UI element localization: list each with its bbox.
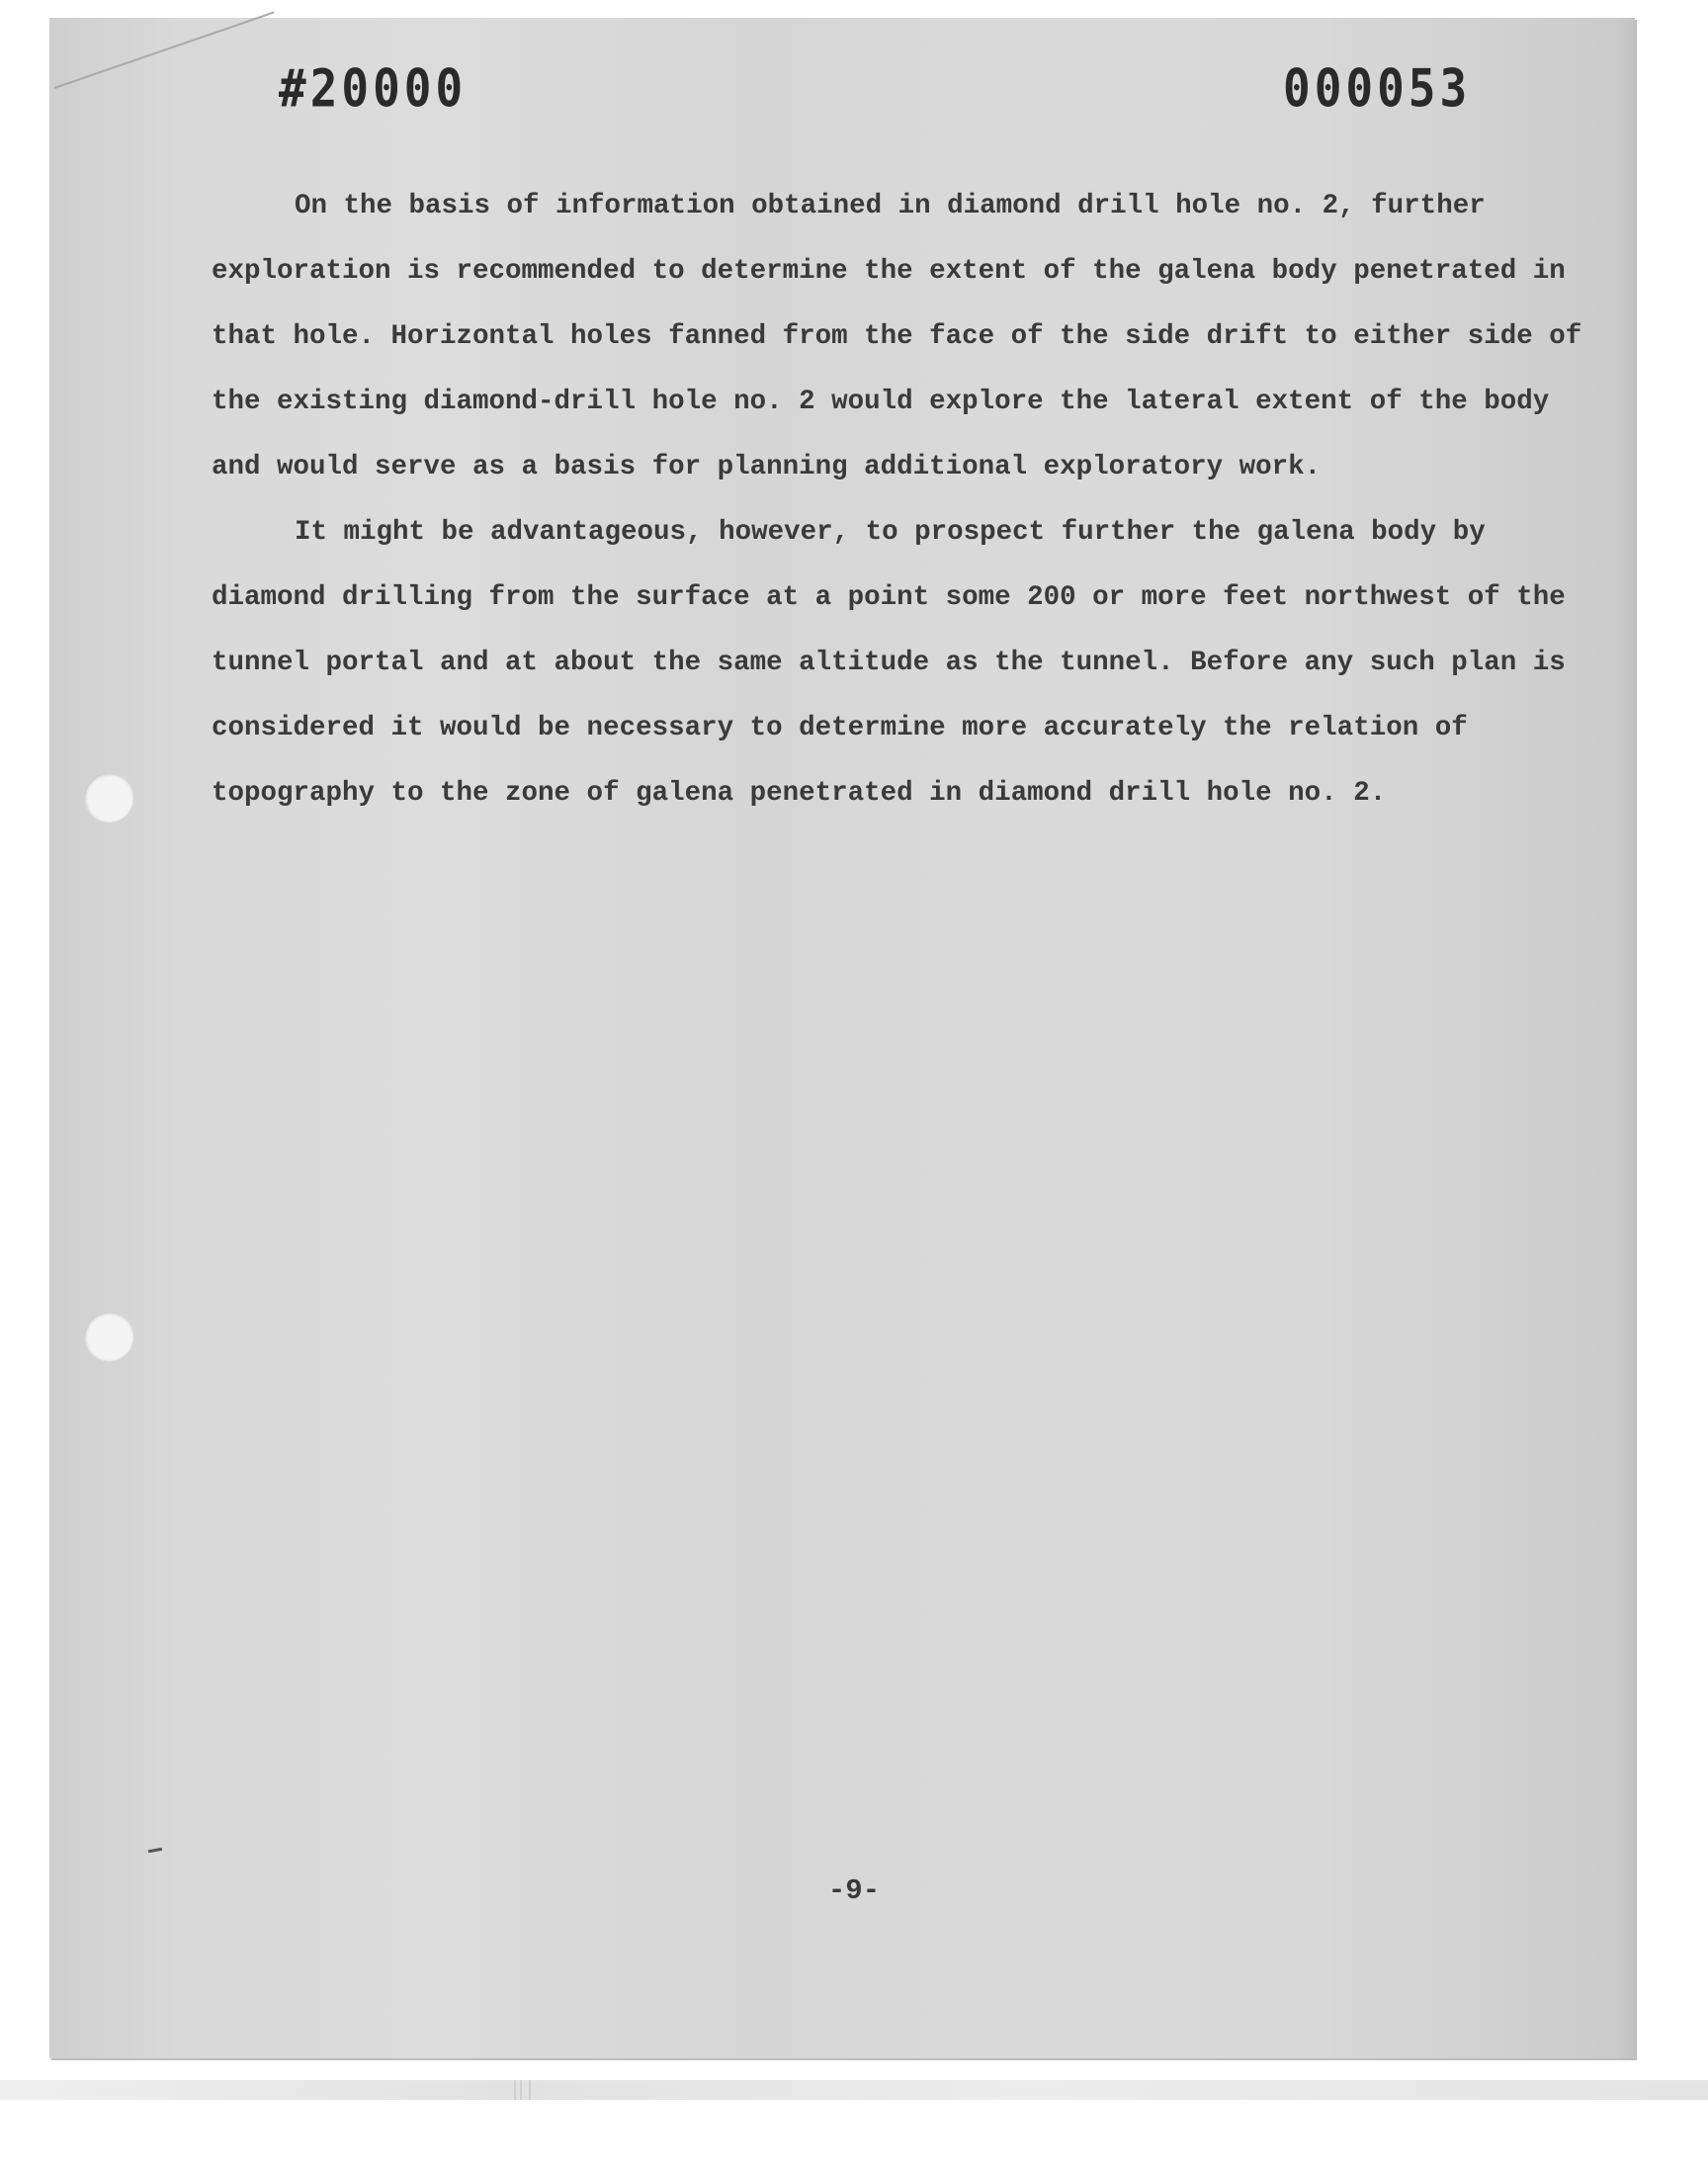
scan-artifact-line	[529, 2080, 531, 2100]
paragraph-2: It might be advantageous, however, to prospect further the galena body by diamond drilling from the surface at a point some 200 or more feet northwest of the tunnel portal and at about the same altitude as the tunnel. Before any such plan is considered it would be necessary to determine more accurately the relation of topography to the zone of galena penetrated in diamond drill hole no. 2.	[212, 517, 1566, 809]
scan-artifact-line	[520, 2080, 522, 2100]
page-number: -9-	[827, 1874, 881, 1907]
body-text	[212, 174, 1595, 826]
punch-hole-lower	[84, 1312, 133, 1361]
page-serial-stamp: 000053	[1283, 56, 1472, 120]
paragraph-1: On the basis of information obtained in diamond drill hole no. 2, further exploration is recommended to determine the extent of the galena body penetrated in that hole. Horizontal holes fanned from the face of the side drift to either side of the existing diamond-drill hole no. 2 would explore the lateral extent of the body and would serve as a basis for planning additional exploratory work.	[212, 191, 1582, 482]
document-id-stamp: #20000	[279, 56, 468, 120]
punch-hole-upper	[84, 773, 133, 823]
scan-artifact-line	[514, 2080, 516, 2100]
scanner-bottom-band	[0, 2080, 1708, 2100]
